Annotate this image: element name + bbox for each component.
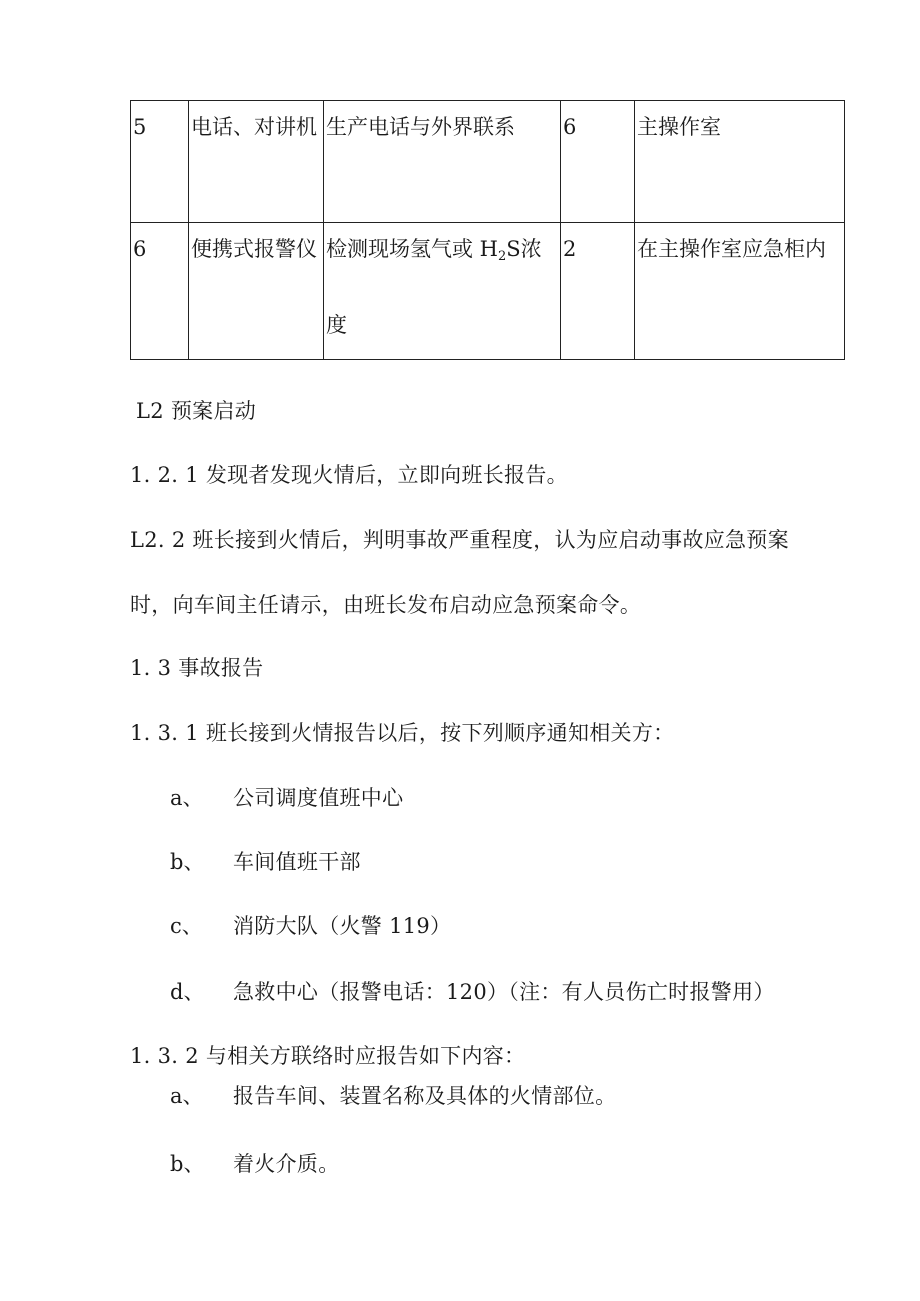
paragraph-1-2-2: L2. 2 班长接到火情后，判明事故严重程度，认为应启动事故应急预案 (130, 528, 789, 552)
cell-location: 在主操作室应急柜内 (635, 223, 845, 360)
list-text: 消防大队（火警 119） (233, 914, 452, 938)
list-marker: d、 (170, 980, 205, 1004)
paragraph-1-3-2: 1. 3. 2 与相关方联络时应报告如下内容： (130, 1044, 526, 1068)
cell-name: 电话、对讲机 (189, 101, 324, 223)
cell-no: 6 (131, 223, 189, 360)
list-marker: a、 (170, 786, 204, 810)
table-row (131, 101, 845, 223)
list-text: 公司调度值班中心 (233, 786, 404, 810)
list-marker: a、 (170, 1084, 204, 1108)
cell-purpose: 生产电话与外界联系 (324, 101, 561, 223)
list-marker: c、 (170, 914, 203, 938)
list-text: 着火介质。 (233, 1152, 340, 1176)
list-text: 急救中心（报警电话：120）（注：有人员伤亡时报警用） (233, 980, 775, 1004)
cell-purpose: 检测现场氢气或 $H_2S$浓度 (324, 223, 561, 360)
paragraph-1-2-1: 1. 2. 1 发现者发现火情后，立即向班长报告。 (130, 463, 568, 487)
paragraph-1-2-2-cont: 时，向车间主任请示，由班长发布启动应急预案命令。 (130, 593, 642, 617)
list-marker: b、 (170, 1152, 205, 1176)
cell-qty: 2 (561, 223, 635, 360)
list-text: 报告车间、装置名称及具体的火情部位。 (233, 1084, 617, 1108)
list-marker: b、 (170, 850, 205, 874)
cell-qty: 6 (561, 101, 635, 223)
cell-name: 便携式报警仪 (189, 223, 324, 360)
cell-location: 主操作室 (635, 101, 845, 223)
heading-1-2: L2 预案启动 (136, 399, 257, 423)
list-text: 车间值班干部 (233, 850, 361, 874)
table-row (131, 223, 845, 360)
equipment-table (130, 100, 845, 360)
cell-no: 5 (131, 101, 189, 223)
heading-1-3: 1. 3 事故报告 (130, 656, 264, 680)
paragraph-1-3-1: 1. 3. 1 班长接到火情报告以后，按下列顺序通知相关方： (130, 721, 675, 745)
